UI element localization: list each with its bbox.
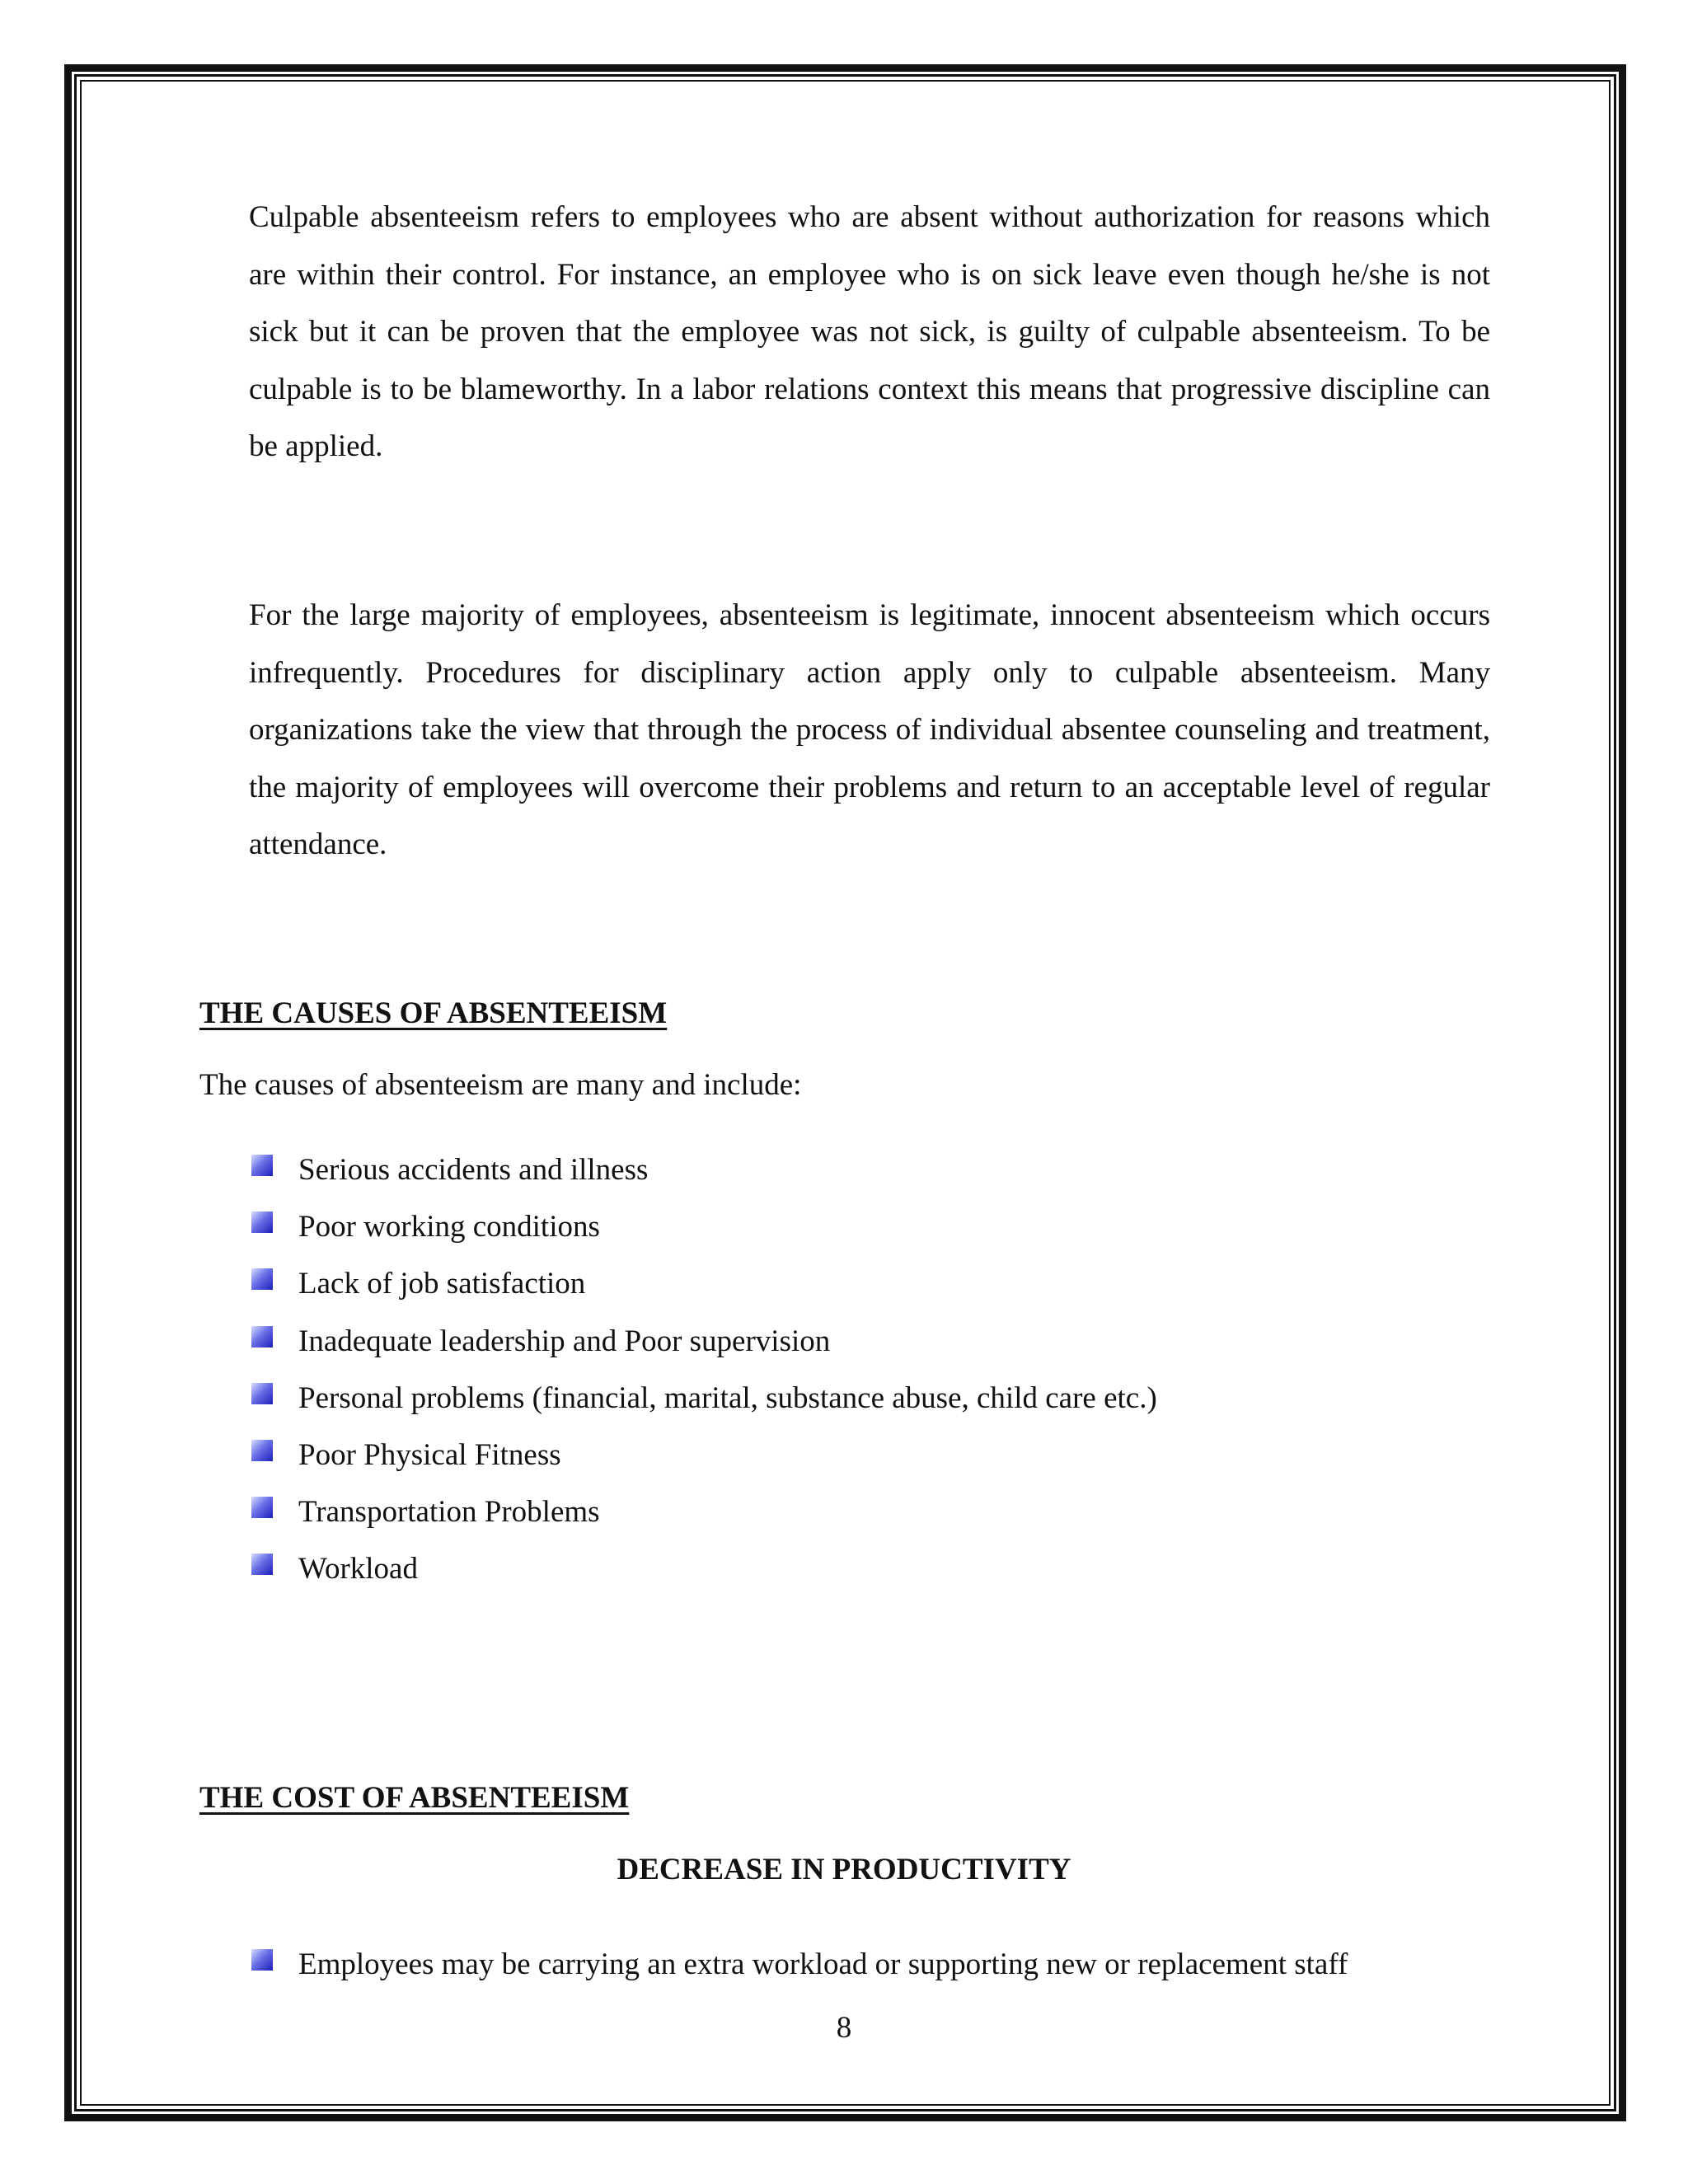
causes-heading: THE CAUSES OF ABSENTEEISM [199, 996, 668, 1030]
page-number: 8 [836, 2011, 852, 2045]
list-item [249, 1435, 1157, 1492]
blue-square-bullet-icon [251, 1440, 273, 1461]
blue-square-bullet-icon [251, 1212, 273, 1233]
blue-square-bullet-icon [251, 1383, 273, 1404]
list-item-text: Employees may be carrying an extra workload or supporting new or replacement staff [298, 1947, 1348, 1981]
list-item-text: Poor Physical Fitness [298, 1437, 561, 1472]
paragraph-culpable-absenteeism: Culpable absenteeism refers to employees who are absent without authorization for reasons which are within their control. For instance, an employee who is on sick leave even though he/she is not sick but it can be proven that the employee was not sick, is guilty of culpable absenteeism. To be culpable is to be blameworthy. In a labor relations context this means that progressive discipline can be applied. [249, 200, 1490, 463]
blue-square-bullet-icon [251, 1326, 273, 1347]
paragraph-innocent-absenteeism: For the large majority of employees, absenteeism is legitimate, innocent absenteeism which occurs infrequently. Procedures for disciplinary action apply only to culpable absenteeism. Many organizations take the view that through the process of individual absentee counseling and treatment, the majority of employees will overcome their problems and return to an acceptable level of regular attendance. [249, 598, 1490, 861]
blue-square-bullet-icon [251, 1949, 273, 1971]
blue-square-bullet-icon [251, 1268, 273, 1290]
productivity-subheading: DECREASE IN PRODUCTIVITY [617, 1853, 1071, 1886]
causes-intro: The causes of absenteeism are many and include: [199, 1068, 802, 1102]
list-item [249, 1321, 1157, 1378]
blue-square-bullet-icon [251, 1497, 273, 1518]
list-item [249, 1492, 1157, 1549]
list-item [249, 1207, 1157, 1263]
cost-heading: THE COST OF ABSENTEEISM [199, 1781, 630, 1815]
list-item-text: Personal problems (financial, marital, substance abuse, child care etc.) [298, 1380, 1157, 1415]
blue-square-bullet-icon [251, 1155, 273, 1176]
list-item [249, 1150, 1157, 1207]
causes-list [249, 1150, 1157, 1606]
list-item-text: Lack of job satisfaction [298, 1267, 586, 1301]
list-item-text: Workload [298, 1552, 418, 1586]
list-item-text: Transportation Problems [298, 1495, 600, 1530]
list-item-text: Poor working conditions [298, 1210, 600, 1244]
list-item [249, 1944, 1348, 1985]
list-item [249, 1263, 1157, 1320]
blue-square-bullet-icon [251, 1554, 273, 1575]
list-item-text: Inadequate leadership and Poor supervision [298, 1324, 831, 1358]
cost-list [249, 1944, 1348, 1985]
list-item [249, 1549, 1157, 1605]
list-item-text: Serious accidents and illness [298, 1153, 649, 1187]
list-item [249, 1378, 1157, 1435]
